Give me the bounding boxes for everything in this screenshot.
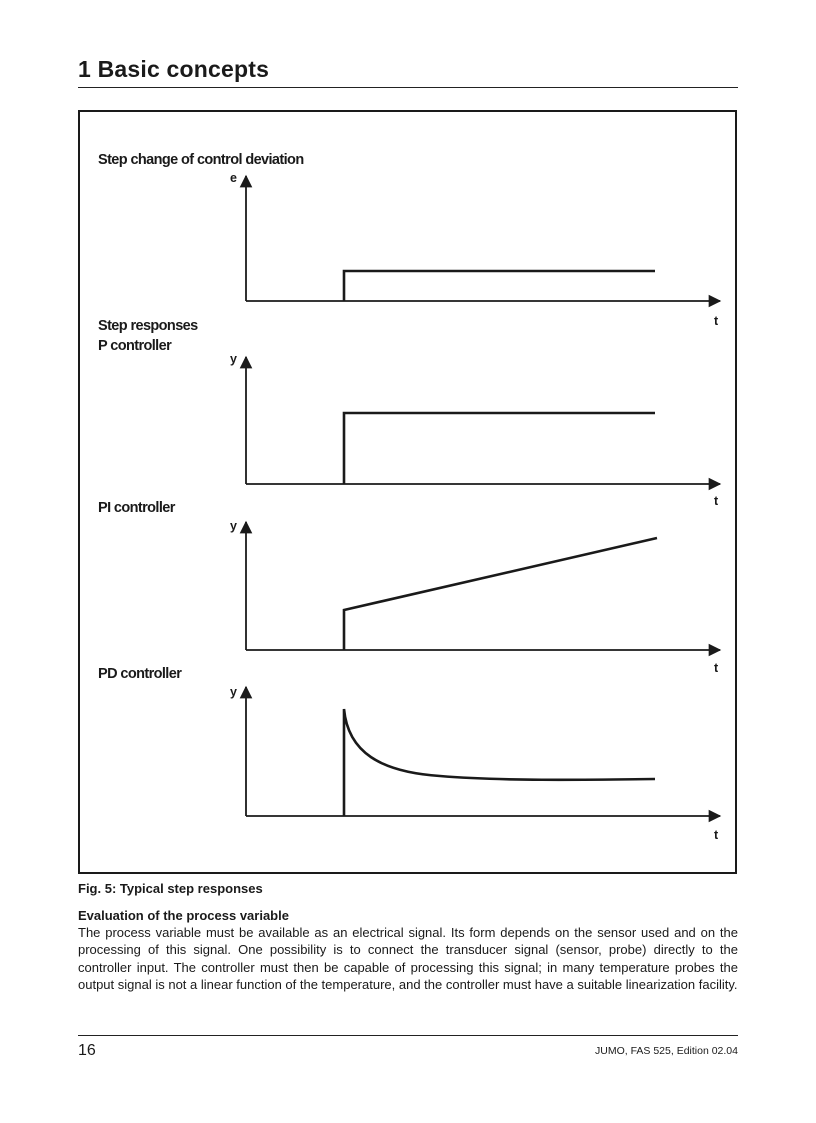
step-responses-figure xyxy=(80,112,735,872)
body-paragraph: The process variable must be available as an electrical signal. Its form depends on the sensor used and on the processing of this signal. One possibility is to connect the transducer signal (sensor, probe) directly to the controller input. The controller must then be capable of processing this signal; in many temperature probes the output signal is not a linear function of the temperature, and the controller must have a suitable linearization facility. xyxy=(78,925,738,993)
panel-pd-controller xyxy=(98,666,720,842)
section-heading: Evaluation of the process variable xyxy=(78,908,289,923)
header-rule xyxy=(78,87,738,88)
page-number: 16 xyxy=(78,1042,96,1059)
chapter-title: 1 Basic concepts xyxy=(78,56,270,82)
figure-frame xyxy=(78,110,737,874)
y-axis-label: e xyxy=(230,171,237,185)
x-axis-label: t xyxy=(714,494,719,508)
panel-title-deviation: Step change of control deviation xyxy=(98,152,304,168)
step-signal-curve xyxy=(344,271,655,301)
figure-caption: Fig. 5: Typical step responses xyxy=(78,881,263,896)
x-axis-label: t xyxy=(714,661,719,675)
pi-response-curve xyxy=(344,538,657,650)
p-response-curve xyxy=(344,413,655,484)
x-axis-label: t xyxy=(714,314,719,328)
x-axis-label: t xyxy=(714,828,719,842)
y-axis-label: y xyxy=(230,352,237,366)
panel-title-p: Step responses P controller xyxy=(98,318,198,354)
panel-pi-controller xyxy=(98,500,720,675)
panel-title-pd: PD controller xyxy=(98,666,182,682)
document-reference: JUMO, FAS 525, Edition 02.04 xyxy=(595,1045,738,1057)
pd-response-curve xyxy=(344,709,655,816)
y-axis-label: y xyxy=(230,519,237,533)
panel-control-deviation xyxy=(98,152,720,328)
footer-rule xyxy=(78,1035,738,1036)
panel-title-pi: PI controller xyxy=(98,500,175,516)
panel-p-controller xyxy=(98,318,720,508)
y-axis-label: y xyxy=(230,685,237,699)
